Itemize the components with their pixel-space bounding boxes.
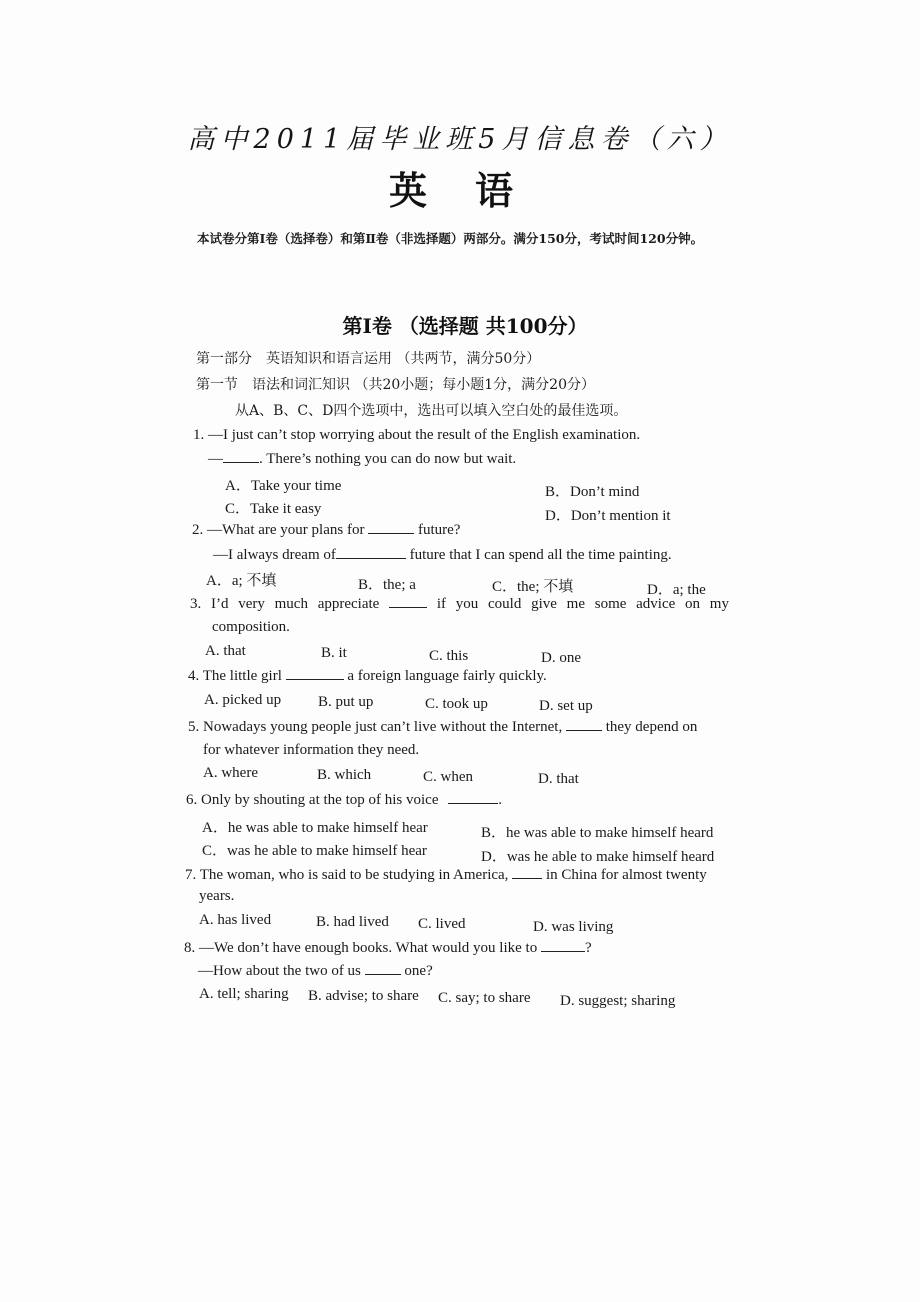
question-number: 2. [192, 522, 204, 538]
question-text: . [498, 792, 502, 808]
answer-blank [389, 595, 427, 608]
option-c: C. when [423, 769, 473, 785]
answer-blank [336, 546, 406, 559]
question-text: —What are your plans for [207, 522, 365, 538]
option-b: B. had lived [316, 914, 389, 930]
answer-blank [368, 521, 414, 534]
option-a: A．he was able to make himself hear [202, 820, 428, 836]
subsection-heading: 第一节 语法和词汇知识 （共20小题；每小题1分，满分20分） [196, 377, 595, 393]
question-text: —We don’t have enough books. What would you like to [199, 940, 538, 956]
option-c: C．Take it easy [225, 501, 322, 517]
question-2 [192, 521, 460, 539]
question-text: in China for almost twenty [545, 867, 707, 883]
exam-intro: 本试卷分第Ⅰ卷（选择卷）和第Ⅱ卷（非选择题）两部分。满分150分，考试时间120分钟。 [197, 231, 704, 246]
question-text: they depend on [605, 719, 698, 735]
option-b: B．Don’t mind [545, 484, 640, 500]
option-d: D. set up [539, 698, 593, 714]
option-b: B．he was able to make himself heard [481, 825, 714, 841]
option-d: D．Don’t mention it [545, 508, 671, 524]
question-text: The little girl [202, 668, 282, 684]
option-c: C. say; to share [438, 990, 531, 1006]
question-text: —How about the two of us [198, 963, 361, 979]
question-8-line2 [198, 962, 433, 980]
question-text: —I always dream of [213, 547, 336, 563]
answer-blank [448, 791, 498, 804]
question-4 [188, 667, 547, 685]
option-a: A. picked up [204, 692, 282, 708]
option-c: C. lived [418, 916, 466, 932]
option-b: B. put up [318, 694, 374, 710]
question-text: if you could give me some advice on my [436, 596, 729, 612]
question-number: 8. [184, 940, 196, 956]
section-heading: 第一部分 英语知识和语言运用 （共两节，满分50分） [196, 351, 541, 367]
question-number: 5. [188, 719, 200, 735]
question-text: one? [404, 963, 433, 979]
answer-blank [541, 939, 585, 952]
question-8 [184, 939, 592, 957]
question-text: a foreign language fairly quickly. [347, 668, 547, 684]
option-c: C. took up [425, 696, 488, 712]
option-c: C. this [429, 648, 469, 664]
dash: — [208, 451, 223, 467]
option-d: D. suggest; sharing [560, 993, 676, 1009]
option-a: A. tell; sharing [199, 986, 289, 1002]
question-3-line2: composition. [212, 619, 290, 635]
exam-title: 高中2011届毕业班5月信息卷（六） [187, 124, 733, 155]
option-c: C．was he able to make himself hear [202, 843, 427, 859]
option-d: D. was living [533, 919, 614, 935]
question-2-line2 [213, 546, 672, 564]
answer-blank [223, 450, 259, 463]
option-d: D. one [541, 650, 581, 666]
question-text: Nowadays young people just can’t live without the Internet, [203, 719, 563, 735]
question-1-line2 [208, 450, 516, 468]
question-7-line2: years. [199, 888, 235, 904]
answer-blank [566, 718, 602, 731]
question-text: . There’s nothing you can do now but wait. [259, 451, 517, 467]
option-a: A. where [203, 765, 258, 781]
question-number: 7. [185, 867, 197, 883]
question-number: 4. [188, 668, 200, 684]
option-b: B. which [317, 767, 372, 783]
option-b: B．the; a [358, 577, 416, 593]
question-1 [193, 427, 640, 444]
question-text: The woman, who is said to be studying in America, [199, 867, 509, 883]
option-d: D．a; the [647, 582, 706, 598]
option-a: A. has lived [199, 912, 272, 928]
question-text: future that I can spend all the time painting. [409, 547, 672, 563]
part-one-title: 第Ⅰ卷 （选择题 共100分） [342, 314, 588, 338]
question-text: I’d very much appreciate [211, 596, 380, 612]
question-text: future? [417, 522, 461, 538]
answer-blank [512, 866, 542, 879]
option-c: C．the; 不填 [492, 579, 574, 595]
option-b: B. it [321, 645, 347, 661]
question-text: —I just can’t stop worrying about the result of the English examination. [208, 427, 641, 443]
instruction: 从A、B、C、D四个选项中，选出可以填入空白处的最佳选项。 [235, 403, 628, 419]
question-text: Only by shouting at the top of his voice [201, 792, 439, 808]
question-number: 1. [193, 427, 205, 443]
question-7 [185, 866, 707, 884]
answer-blank [365, 962, 401, 975]
answer-blank [286, 667, 344, 680]
option-a: A．Take your time [225, 478, 342, 494]
option-b: B. advise; to share [308, 988, 419, 1004]
question-5 [188, 718, 697, 736]
question-number: 6. [186, 792, 198, 808]
question-3 [190, 595, 729, 613]
question-text: ? [584, 940, 592, 956]
option-d: D. that [538, 771, 579, 787]
option-d: D．was he able to make himself heard [481, 849, 715, 865]
option-a: A．a; 不填 [206, 573, 277, 589]
option-a: A. that [205, 643, 246, 659]
subject-title: 英语 [388, 169, 561, 213]
question-5-line2: for whatever information they need. [203, 742, 420, 758]
question-number: 3. [190, 596, 202, 612]
question-6 [186, 791, 502, 809]
